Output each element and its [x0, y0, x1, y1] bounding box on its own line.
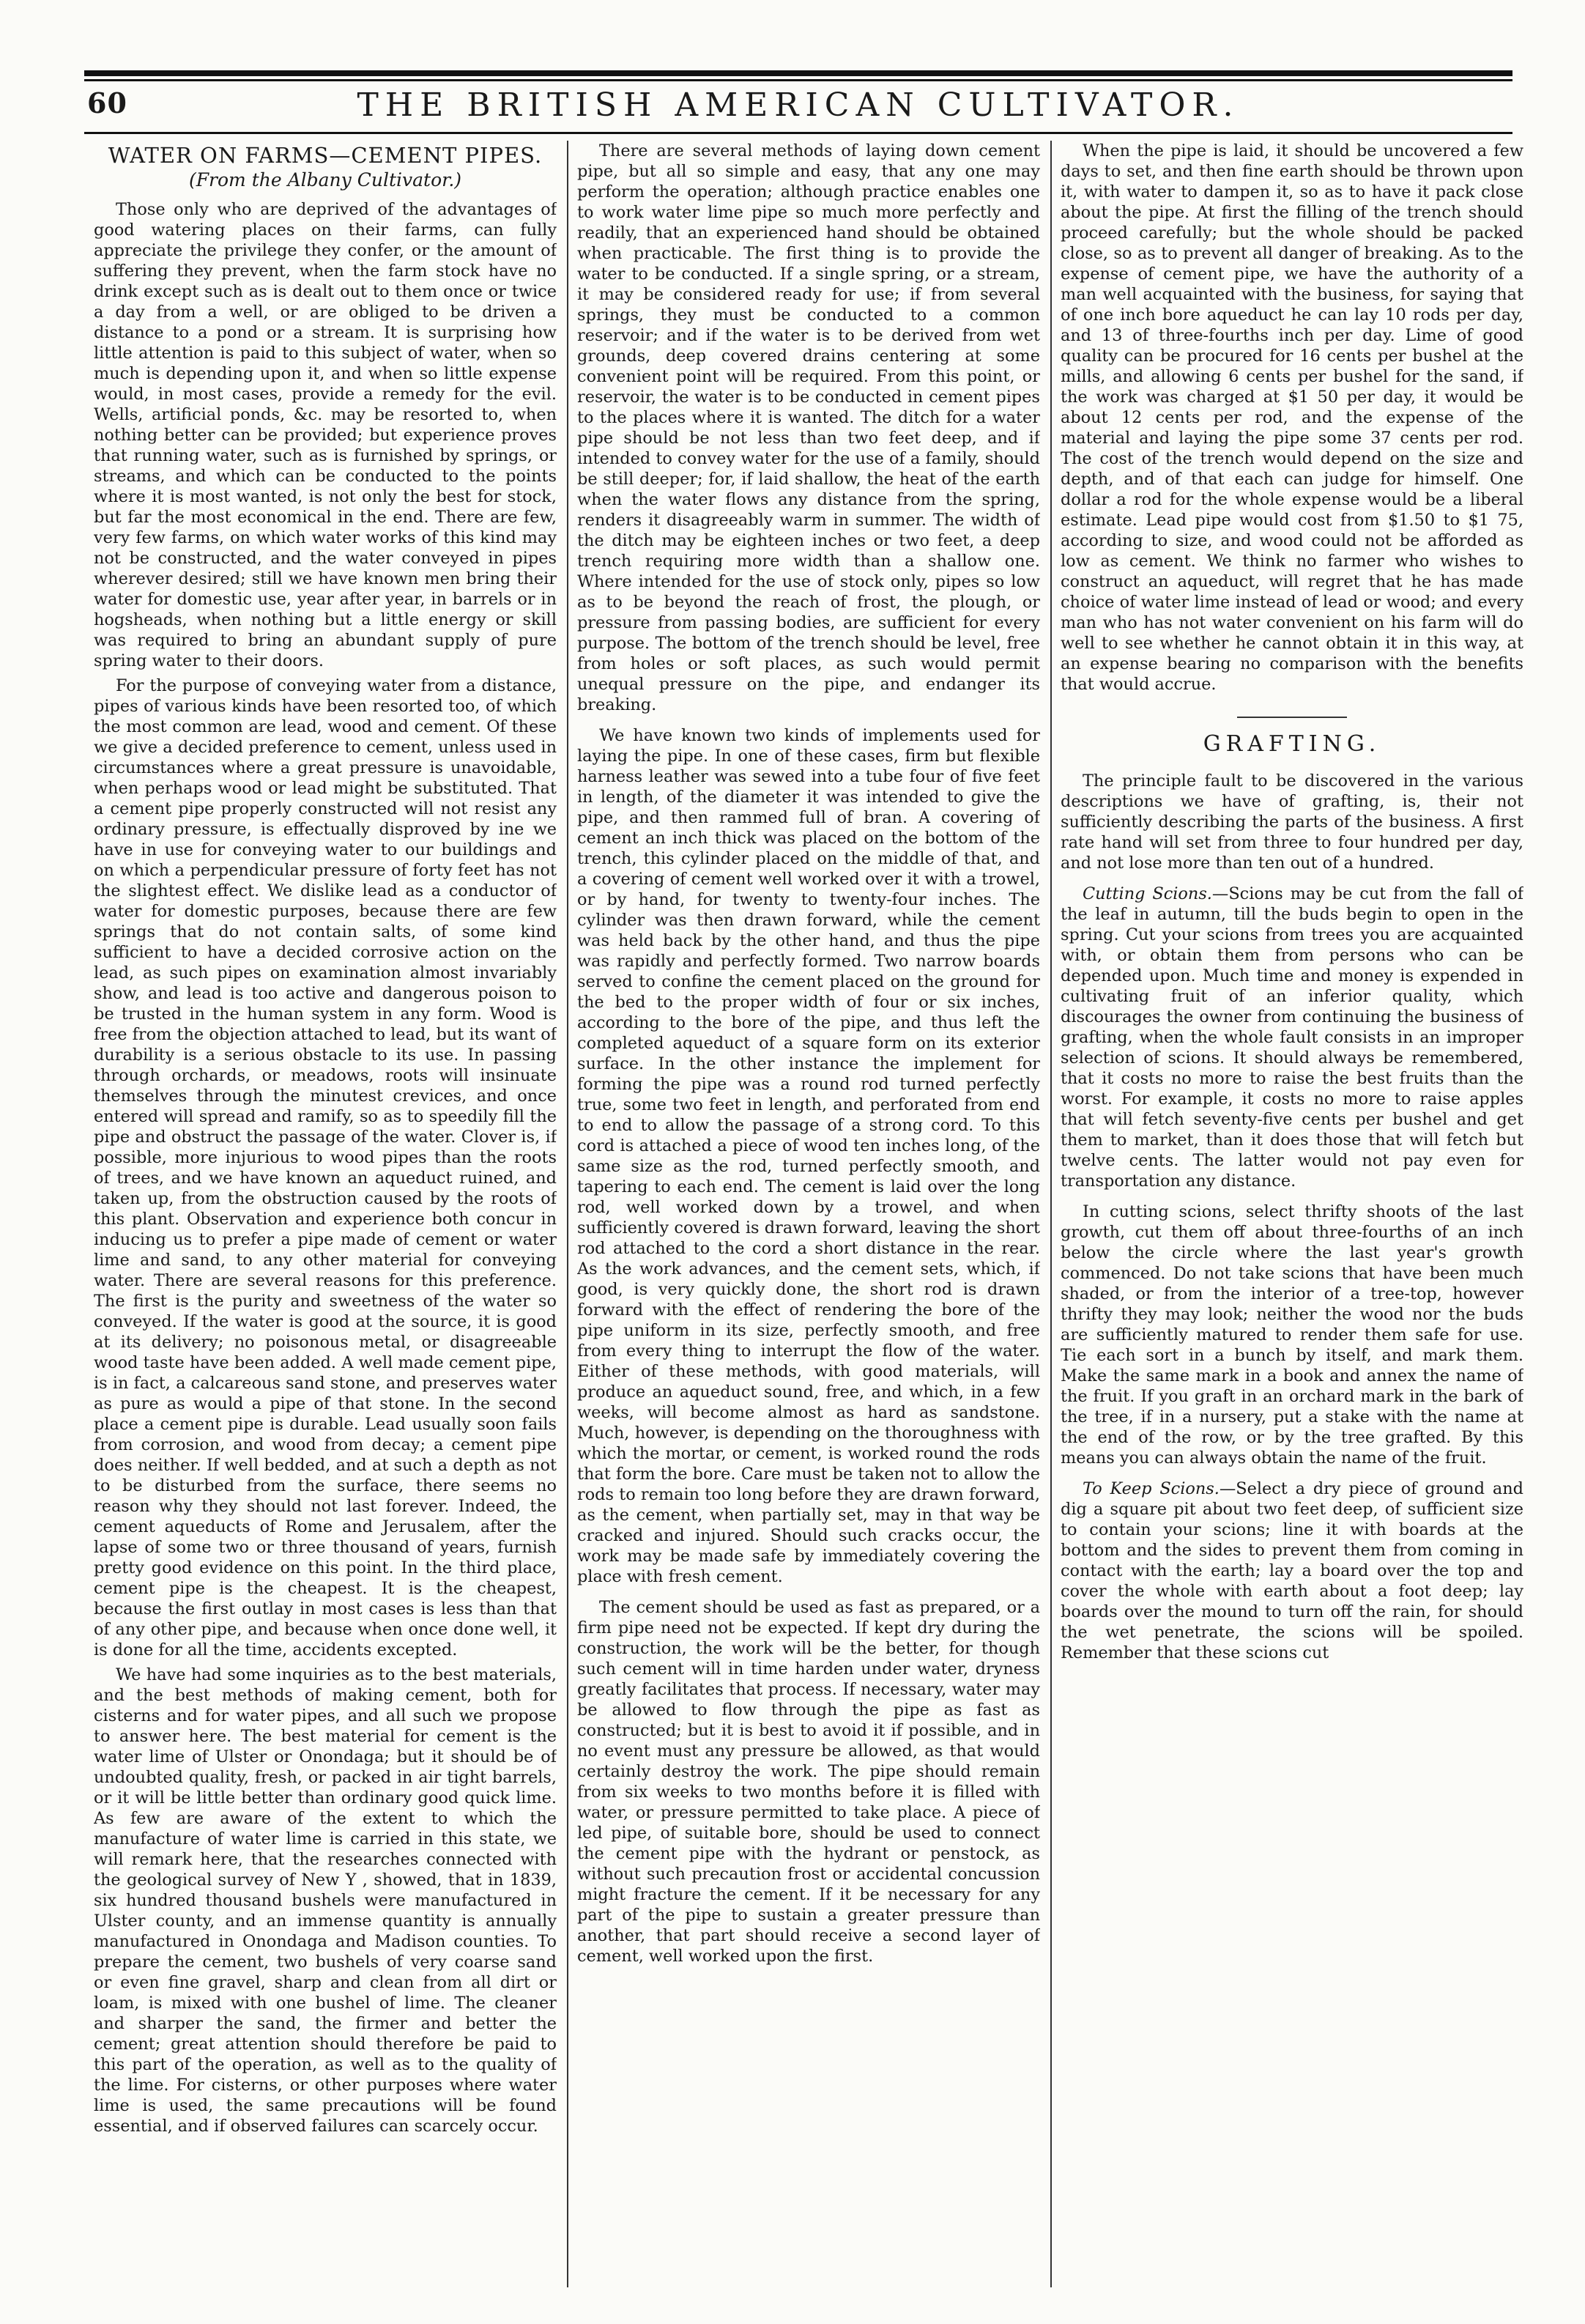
top-rule-thin [84, 79, 1512, 81]
article-paragraph: When the pipe is laid, it should be uncovered a few days to set, and then fine earth should be thrown upon it, with water to dampen it, so as to have it pack close about the pipe. At first the filling of the trench should proceed carefully; but the whole should be packed close, so as to prevent all danger of breaking. As to the expense of cement pipe, we have the authority of a man well acquainted with the business, for saying that of one inch bore aqueduct he can lay 10 rods per day, and 13 of three-fourths inch per day. Lime of good quality can be procured for 16 cents per bushel at the mills, and allowing 6 cents per bushel for the sand, if the work was charged at $1 50 per day, it would be about 12 cents per rod, and the expense of the material and laying the pipe some 37 cents per rod. The cost of the trench would depend on the size and depth, and of that each can judge for himself. One dollar a rod for the whole expense would be a liberal estimate. Lead pipe would cost from $1.50 to $1 75, according to size, and wood could not be afforded as low as cement. We think no farmer who wishes to construct an aqueduct, will regret that he has made choice of water lime instead of lead or wood; and every man who has not water convenient on his farm will do well to see whether he cannot obtain it in this way, at an expense bearing no comparison with the benefits that would accrue. [1061, 141, 1523, 694]
article-paragraph: The principle fault to be discovered in the various descriptions we have of grafting, is, their not sufficiently describing the parts of the business. A first rate hand will set from three to four hundred per day, and not lose more than ten out of a hundred. [1061, 771, 1523, 873]
article-paragraph: We have had some inquiries as to the best materials, and the best methods of making cement, both for cisterns and for water pipes, and all such we propose to answer here. The best material for cement is the water lime of Ulster or Onondaga; but it should be of undoubted quality, fresh, or packed in air tight barrels, or it will be little better than ordinary good quick lime. As few are aware of the extent to which the manufacture of water lime is carried in this state, we will remark here, that the researches connected with the geological survey of New Y , showed, that in 1839, six hundred thousand bushels were manufactured in Ulster county, and an immense quantity is annually manufactured in Onondaga and Madison counties. To prepare the cement, two bushels of very coarse sand or even fine gravel, sharp and clean from all dirt or loam, is mixed with one bushel of lime. The cleaner and sharper the sand, the firmer and better the cement; great attention should therefore be paid to this part of the operation, as well as to the quality of the lime. For cisterns, or other purposes where water lime is used, the same precautions will be found essential, and if observed failures can scarcely occur. [94, 1665, 557, 2136]
article-paragraph-keeping [1061, 1479, 1523, 1663]
top-rule [84, 70, 1512, 76]
article-paragraph: Those only who are deprived of the advantages of good watering places on their farms, can fully appreciate the privilege they confer, or the amount of suffering they prevent, when the farm stock have no drink except such as is dealt out to them once or twice a day from a well, or are obliged to be driven a distance to a pond or a stream. It is surprising how little attention is paid to this subject of water, when so much is depending upon it, and when so little expense would, in most cases, provide a remedy for the evil. Wells, artificial ponds, &c. may be resorted to, when nothing better can be provided; but experience proves that running water, such as is furnished by springs, or streams, and which can be conducted to the points where it is most wanted, is not only the best for stock, but far the most economical in the end. There are few, very few farms, on which water works of this kind may not be constructed, and the water conveyed in pipes wherever desired; still we have known men bring their water for domestic use, year after year, in barrels or in hogsheads, when nothing but a little energy or skill was required to bring an abundant supply of pure spring water to their doors. [94, 200, 557, 670]
article-paragraph: The cement should be used as fast as prepared, or a firm pipe need not be expected. If kept dry during the construction, the work will be the better, for though such cement will in time harden under water, dryness greatly facilitates that process. If necessary, water may be allowed to flow through the pipe as fast as constructed; but it is best to avoid it if possible, and in no event must any pressure be allowed, as that would certainly destroy the work. The pipe should remain from six weeks to two months before it is filled with water, or pressure permitted to take place. A piece of led pipe, of suitable bore, should be used to connect the cement pipe with the hydrant or penstock, as without such precaution frost or accidental concussion might fracture the cement. If it be necessary for any part of the pipe to sustain a greater pressure than another, that part should receive a second layer of cement, well worked upon the first. [577, 1598, 1040, 1966]
article-paragraph: We have known two kinds of implements used for laying the pipe. In one of these cases, firm but flexible harness leather was sewed into a tube four of five feet in length, of the diameter it was intended to give the pipe, and then rammed full of bran. A covering of cement an inch thick was placed on the bottom of the trench, this cylinder placed on the middle of that, and a covering of cement well worked over it with a trowel, or by hand, for twenty to twenty-four inches. The cylinder was then drawn forward, while the cement was held back by the other hand, and thus the pipe was rapidly and perfectly formed. Two narrow boards served to confine the cement placed on the ground for the bed to the proper width of four or six inches, according to the bore of the pipe, and thus left the completed aqueduct of a square form on its exterior surface. In the other instance the implement for forming the pipe was a round rod turned perfectly true, some two feet in length, and perforated from end to end to allow the passage of a strong cord. To this cord is attached a piece of wood ten inches long, of the same size as the rod, turned perfectly smooth, and tapering to each end. The cement is laid over the long rod, well worked down by a trowel, and when sufficiently covered is drawn forward, leaving the short rod attached to the cord a short distance in the rear. As the work advances, and the cement sets, which, if good, is very quickly done, the short rod is drawn forward with the effect of rendering the bore of the pipe uniform in its size, perfectly smooth, and free from every thing to interrupt the flow of the water. Either of these methods, with good materials, will produce an aqueduct sound, free, and which, in a few weeks, will become almost as hard as sandstone. Much, however, is depending on the thoroughness with which the mortar, or cement, is worked round the rods that form the bore. Care must be taken not to allow the rods to remain too long before they are drawn forward, as the cement, when partially set, may in that way be cracked and injured. Should such cracks occur, the work may be made safe by immediately covering the place with fresh cement. [577, 726, 1040, 1586]
column-3 [1061, 141, 1523, 2287]
column-divider-1 [567, 141, 568, 2287]
article-source: (From the Albany Cultivator.) [188, 169, 462, 190]
article-paragraph-cutting [1061, 884, 1523, 1191]
run-in-heading: Cutting Scions. [1083, 884, 1212, 903]
paragraph-text: —Select a dry piece of ground and dig a square pit about two feet deep, of sufficient size to contain your scions; line it with boards at the bottom and the sides to prevent them from coming in contact with the earth; lay a board over the top and cover the whole with earth about a foot deep; lay boards over the mound to turn off the rain, for should the wet penetrate, the scions will be spoiled. Remember that these scions cut [1061, 1479, 1523, 1662]
run-in-heading: To Keep Scions. [1083, 1479, 1220, 1498]
section-title-grafting: GRAFTING. [1203, 731, 1381, 757]
section-rule [1237, 717, 1347, 718]
article-paragraph: There are several methods of laying down cement pipe, but all so simple and easy, that any one may perform the operation; although practice enables one to work water lime pipe so much more perfectly and readily, that an experienced hand should be obtained when practicable. The first thing is to provide the water to be conducted. If a single spring, or a stream, it may be considered ready for use; if from several springs, they must be conducted to a common reservoir; and if the water is to be derived from wet grounds, deep covered drains centering at some convenient point will be required. From this point, or reservoir, the water is to be conducted in cement pipes to the places where it is wanted. The ditch for a water pipe should be not less than two feet deep, and if intended to convey water for the use of a family, should be still deeper; for, if laid shallow, the heat of the earth when the water flows any distance from the spring, renders it disagreeably warm in summer. The width of the ditch may be eighteen inches or two feet, a deep trench requiring more width than a shallow one. Where intended for the use of stock only, pipes so low as to be beyond the reach of frost, the plough, or pressure from passing bodies, are sufficient for every purpose. The bottom of the trench should be level, free from holes or soft places, as such would permit unequal pressure on the pipe, and endanger its breaking. [577, 141, 1040, 714]
article-paragraph: For the purpose of conveying water from a distance, pipes of various kinds have been resorted too, of which the most common are lead, wood and cement. Of these we give a decided preference to cement, unless used in circumstances where a great pressure is unavoidable, when perhaps wood or lead might be substituted. That a cement pipe properly constructed will not resist any ordinary pressure, is effectually disproved by ine we have in use for conveying water to our buildings and on which a perpendicular pressure of forty feet has not the slightest effect. We dislike lead as a conductor of water for domestic purposes, because there are few springs that do not contain salts, of some kind sufficient to have a decided corrosive action on the lead, as such pipes on examination almost invariably show, and lead is too active and dangerous poison to be trusted in the human system in any form. Wood is free from the objection attached to lead, but its want of durability is a serious obstacle to its use. In passing through orchards, or meadows, roots will insinuate themselves through the minutest crevices, and once entered will spread and ramify, so as to speedily fill the pipe and obstruct the passage of the water. Clover is, if possible, more injurious to wood pipes than the roots of trees, and we have known an aqueduct ruined, and taken up, from the obstruction caused by the roots of this plant. Observation and experience both concur in inducing us to prefer a pipe made of cement or water lime and sand, to any other material for conveying water. There are several reasons for this preference. The first is the purity and sweetness of the water so conveyed. If the water is good at the source, it is good at its delivery; no poisonous metal, or disagreeable wood taste have been added. A well made cement pipe, is in fact, a calcareous sand stone, and preserves water as pure as would a pipe of that stone. In the second place a cement pipe is durable. Lead usually soon fails from corrosion, and wood from decay; a cement pipe does neither. If well bedded, and at such a depth as not to be disturbed from the surface, there seems no reason why they should not last forever. Indeed, the cement aqueducts of Rome and Jerusalem, after the lapse of some two or three thousand of years, furnish pretty good evidence on this point. In the third place, cement pipe is the cheapest. It is the cheapest, because the first outlay in most cases is less than that of any other pipe, and because when once done well, it is done for all the time, accidents excepted. [94, 676, 557, 1659]
page-number: 60 [87, 86, 127, 119]
header-rule [84, 132, 1512, 134]
running-head [84, 86, 1512, 130]
column-2 [577, 141, 1040, 2287]
journal-title: THE BRITISH AMERICAN CULTIVATOR. [357, 86, 1240, 124]
column-divider-2 [1050, 141, 1052, 2287]
column-1 [94, 141, 557, 2287]
article-title: WATER ON FARMS—CEMENT PIPES. [108, 143, 543, 168]
paragraph-text: —Scions may be cut from the fall of the leaf in autumn, till the buds begin to open in the spring. Cut your scions from trees you are acquainted with, or obtain them from persons who can be depended upon. Much time and money is expended in cultivating fruit of an inferior quality, which discourages the owner from continuing the business of grafting, when the whole fault consists in an improper selection of scions. It should always be remembered, that it costs no more to raise the best fruits than the worst. For example, it costs no more to raise apples that will fetch seventy-five cents per bushel and get them to market, than it does those that will fetch but twelve cents. The latter would not pay even for transportation any distance. [1061, 884, 1523, 1191]
article-paragraph: In cutting scions, select thrifty shoots of the last growth, cut them off about three-fourths of an inch below the circle where the last year's growth commenced. Do not take scions that have been much shaded, or from the interior of a tree-top, however thrifty they may look; neither the wood nor the buds are sufficiently matured to render them safe for use. Tie each sort in a bunch by itself, and mark them. Make the same mark in a book and annex the name of the fruit. If you graft in an orchard mark in the bark of the tree, if in a nursery, put a stake with the name at the end of the row, or by the tree grafted. By this means you can always obtain the name of the fruit. [1061, 1202, 1523, 1468]
